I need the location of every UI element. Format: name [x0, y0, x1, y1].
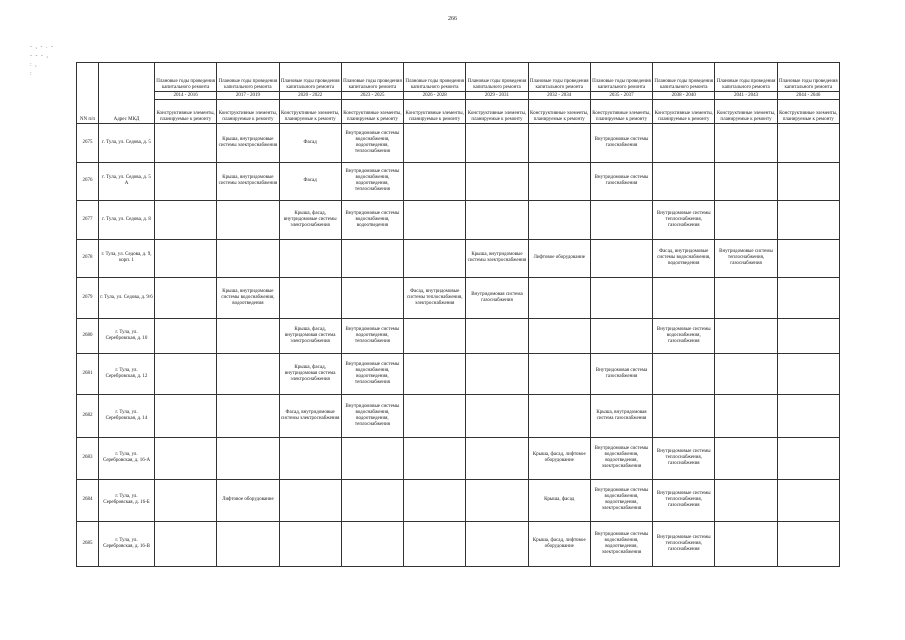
year-range: 2020 - 2022: [279, 92, 341, 100]
repair-elements-cell: [279, 521, 341, 566]
column-header-period: Плановые годы проведения капитального ремонта: [653, 63, 715, 92]
repair-elements-cell: Внутридомовые системы водоснабжения, водоотведения, электроснабжения: [590, 521, 652, 566]
row-number: 2675: [77, 124, 99, 163]
column-header-elements: Конструктивные элементы, планируемые к ремонту: [341, 100, 403, 124]
year-range: 2023 - 2025: [341, 92, 403, 100]
repair-elements-cell: Внутридомовая система газоснабжения: [466, 278, 528, 319]
repair-elements-cell: [279, 438, 341, 480]
repair-elements-cell: [404, 319, 466, 354]
repair-elements-cell: [466, 124, 528, 163]
repair-elements-cell: Внутридомовые системы газоснабжения: [590, 162, 652, 201]
column-header-elements: Конструктивные элементы, планируемые к ремонту: [279, 100, 341, 124]
row-number: 2681: [77, 354, 99, 395]
repair-elements-cell: Внутридомовые системы газоснабжения: [590, 124, 652, 163]
repair-elements-cell: [466, 479, 528, 521]
column-header-period: Плановые годы проведения капитального ремонта: [341, 63, 403, 92]
repair-elements-cell: [528, 162, 590, 201]
table-row: [77, 521, 840, 566]
building-address: г. Тула, ул. Седова, д. 5: [99, 124, 155, 163]
year-range: 2026 - 2028: [404, 92, 466, 100]
repair-elements-cell: [155, 201, 217, 240]
repair-elements-cell: [404, 124, 466, 163]
repair-elements-cell: Внутридомовые системы водоснабжения, водоотведения, теплоснабжения: [341, 354, 403, 395]
repair-elements-cell: Фасад: [279, 124, 341, 163]
repair-elements-cell: [528, 201, 590, 240]
repair-elements-cell: Лифтовое оборудование: [528, 239, 590, 278]
column-header-elements: Конструктивные элементы, планируемые к ремонту: [590, 100, 652, 124]
column-header-period: Плановые годы проведения капитального ремонта: [155, 63, 217, 92]
repair-elements-cell: [715, 201, 777, 240]
repair-elements-cell: [155, 354, 217, 395]
repair-elements-cell: [528, 278, 590, 319]
repair-elements-cell: [466, 354, 528, 395]
repair-elements-cell: [217, 395, 279, 438]
repair-elements-cell: [466, 201, 528, 240]
column-header-period: Плановые годы проведения капитального ремонта: [466, 63, 528, 92]
building-address: г. Тула, ул. Серебровская, д. 14: [99, 395, 155, 438]
repair-elements-cell: [404, 201, 466, 240]
repair-elements-cell: [404, 239, 466, 278]
row-number: 2684: [77, 479, 99, 521]
building-address: г. Тула, ул. Седова, д. 9/6: [99, 278, 155, 319]
table-row: [77, 395, 840, 438]
repair-elements-cell: [777, 354, 839, 395]
repair-elements-cell: [528, 319, 590, 354]
repair-elements-cell: [155, 124, 217, 163]
repair-elements-cell: Крыша, внутридомовая система газоснабжения: [590, 395, 652, 438]
year-range: 2035 - 2037: [590, 92, 652, 100]
column-header-elements: Конструктивные элементы, планируемые к ремонту: [217, 100, 279, 124]
building-address: г. Тула, ул. Серебровская, д. 10: [99, 319, 155, 354]
repair-elements-cell: Внутридомовые системы водоотведения, теплоснабжения: [341, 319, 403, 354]
column-header-elements: Конструктивные элементы, планируемые к ремонту: [777, 100, 839, 124]
column-header-elements: Конструктивные элементы, планируемые к ремонту: [404, 100, 466, 124]
margin-mark: : ,: [30, 62, 38, 68]
repair-elements-cell: [466, 162, 528, 201]
repair-elements-cell: [404, 438, 466, 480]
row-number: 2685: [77, 521, 99, 566]
page-number: 266: [448, 16, 457, 22]
repair-elements-cell: [715, 438, 777, 480]
table-row: [77, 162, 840, 201]
repair-elements-cell: Крыша, внутридомовые системы электроснабжения: [466, 239, 528, 278]
column-header-elements: Конструктивные элементы, планируемые к ремонту: [653, 100, 715, 124]
repair-elements-cell: Внутридомовые системы теплоснабжения, газоснабжения: [653, 438, 715, 480]
repair-elements-cell: Фасад, внутридомовые системы водоснабжения, водоотведения: [653, 239, 715, 278]
column-header-address: Адрес МКД: [99, 63, 155, 124]
building-address: г. Тула, ул. Седова, д. 8: [99, 201, 155, 240]
row-number: 2679: [77, 278, 99, 319]
repair-elements-cell: [777, 319, 839, 354]
repair-elements-cell: [279, 278, 341, 319]
row-number: 2683: [77, 438, 99, 480]
table-body: [77, 124, 840, 567]
repair-elements-cell: Внутридомовые системы теплоснабжения, газоснабжения: [653, 201, 715, 240]
repair-elements-cell: [279, 239, 341, 278]
repair-elements-cell: [217, 201, 279, 240]
repair-elements-cell: [217, 239, 279, 278]
repair-elements-cell: [777, 438, 839, 480]
repair-elements-cell: [528, 395, 590, 438]
repair-elements-cell: [404, 521, 466, 566]
repair-elements-cell: Внутридомовые системы теплоснабжения, газоснабжения: [653, 521, 715, 566]
repair-elements-cell: [715, 319, 777, 354]
repair-elements-cell: [341, 521, 403, 566]
repair-elements-cell: Фасад: [279, 162, 341, 201]
repair-elements-cell: [155, 278, 217, 319]
repair-elements-cell: [217, 319, 279, 354]
building-address: г. Тула, ул. Серебровская, д. 12: [99, 354, 155, 395]
repair-elements-cell: [466, 521, 528, 566]
repair-elements-cell: [528, 124, 590, 163]
repair-elements-cell: Крыша, фасад, лифтовое оборудование: [528, 438, 590, 480]
repair-elements-cell: [715, 354, 777, 395]
repair-elements-cell: Внутридомовые системы теплоснабжения, газоснабжения: [715, 239, 777, 278]
repair-elements-cell: Крыша, фасад, внутридомовые системы электроснабжения: [279, 201, 341, 240]
repair-elements-cell: [653, 354, 715, 395]
repair-elements-cell: [155, 239, 217, 278]
repair-elements-cell: [590, 239, 652, 278]
repair-elements-cell: [715, 162, 777, 201]
margin-mark: - , - . -: [30, 44, 54, 50]
column-header-period: Плановые годы проведения капитального ремонта: [590, 63, 652, 92]
column-header-period: Плановые годы проведения капитального ремонта: [279, 63, 341, 92]
building-address: г. Тула, ул. Серебровская, д. 16-А: [99, 438, 155, 480]
column-header-elements: Конструктивные элементы, планируемые к ремонту: [528, 100, 590, 124]
year-range: 2038 - 2040: [653, 92, 715, 100]
repair-elements-cell: [466, 395, 528, 438]
repair-elements-cell: [590, 201, 652, 240]
repair-elements-cell: [715, 124, 777, 163]
repair-elements-cell: [715, 521, 777, 566]
repair-elements-cell: Крыша, внутридомовые системы водоснабжения, водоотведения: [217, 278, 279, 319]
repair-elements-cell: [404, 162, 466, 201]
repair-elements-cell: [341, 278, 403, 319]
repair-elements-cell: Внутридомовые системы водоснабжения, водоотведения: [341, 201, 403, 240]
repair-elements-cell: Крыша, фасад, внутридомовая система электроснабжения: [279, 354, 341, 395]
repair-elements-cell: Внутридомовые системы водоснабжения, водоотведения, электроснабжения: [590, 479, 652, 521]
repair-elements-cell: [155, 438, 217, 480]
repair-elements-cell: [777, 521, 839, 566]
repair-elements-cell: [590, 278, 652, 319]
column-header-period: Плановые годы проведения капитального ремонта: [528, 63, 590, 92]
repair-elements-cell: [466, 438, 528, 480]
repair-elements-cell: Внутридомовые системы водоснабжения, водоотведения, теплоснабжения: [341, 124, 403, 163]
repair-elements-cell: [590, 319, 652, 354]
repair-elements-cell: [653, 278, 715, 319]
year-range: 2032 - 2034: [528, 92, 590, 100]
repair-elements-cell: [155, 521, 217, 566]
repair-elements-cell: Лифтовое оборудование: [217, 479, 279, 521]
table-row: [77, 319, 840, 354]
building-address: г. Тула, ул. Седова, д. 5 А: [99, 162, 155, 201]
repair-elements-cell: [404, 479, 466, 521]
column-header-elements: Конструктивные элементы, планируемые к ремонту: [155, 100, 217, 124]
repair-elements-cell: [777, 479, 839, 521]
margin-mark: :: [30, 71, 33, 77]
row-number: 2676: [77, 162, 99, 201]
repair-elements-cell: [777, 124, 839, 163]
year-range: 2044 - 2046: [777, 92, 839, 100]
repair-elements-cell: [404, 354, 466, 395]
repair-elements-cell: [466, 319, 528, 354]
repair-elements-cell: [341, 239, 403, 278]
repair-elements-cell: [777, 201, 839, 240]
repair-elements-cell: [155, 479, 217, 521]
repair-elements-cell: Крыша, фасад, внутридомовая система электроснабжения: [279, 319, 341, 354]
repair-elements-cell: [155, 162, 217, 201]
row-number: 2678: [77, 239, 99, 278]
repair-elements-cell: Внутридомовые системы водоснабжения, водоотведения, теплоснабжения: [341, 162, 403, 201]
table-row: [77, 239, 840, 278]
year-range: 2017 - 2019: [217, 92, 279, 100]
repair-elements-cell: [341, 479, 403, 521]
table-row: [77, 278, 840, 319]
repair-elements-cell: Крыша, фасад, лифтовое оборудование: [528, 521, 590, 566]
margin-mark: - - - ,: [30, 53, 49, 59]
repair-elements-cell: Фасад, внутридомовые системы электроснабжения: [279, 395, 341, 438]
column-header-num: NN п/п: [77, 63, 99, 124]
repair-elements-cell: Внутридомовые системы водоснабжения, водоотведения, теплоснабжения: [341, 395, 403, 438]
row-number: 2680: [77, 319, 99, 354]
repair-elements-cell: [777, 278, 839, 319]
repair-elements-cell: [777, 162, 839, 201]
repair-elements-cell: [653, 395, 715, 438]
repair-elements-cell: [341, 438, 403, 480]
repair-elements-cell: [777, 395, 839, 438]
column-header-period: Плановые годы проведения капитального ремонта: [217, 63, 279, 92]
table-row: [77, 124, 840, 163]
table-row: [77, 201, 840, 240]
repair-schedule-table: [76, 62, 840, 567]
repair-elements-cell: Внутридомовые системы теплоснабжения, газоснабжения: [653, 479, 715, 521]
repair-elements-cell: [155, 395, 217, 438]
repair-elements-cell: [715, 479, 777, 521]
table-row: [77, 354, 840, 395]
repair-elements-cell: [217, 521, 279, 566]
repair-elements-cell: Внутридомовые системы водоснабжения, водоотведения, электроснабжения: [590, 438, 652, 480]
repair-elements-cell: [155, 319, 217, 354]
repair-elements-cell: [217, 438, 279, 480]
repair-elements-cell: [404, 395, 466, 438]
repair-elements-cell: Внутридомовая система газоснабжения: [590, 354, 652, 395]
column-header-elements: Конструктивные элементы, планируемые к ремонту: [466, 100, 528, 124]
row-number: 2677: [77, 201, 99, 240]
row-number: 2682: [77, 395, 99, 438]
year-range: 2014 - 2016: [155, 92, 217, 100]
repair-elements-cell: Крыша, внутридомовые системы электроснабжения: [217, 162, 279, 201]
repair-elements-cell: Крыша, фасад: [528, 479, 590, 521]
column-header-period: Плановые годы проведения капитального ремонта: [777, 63, 839, 92]
year-range: 2041 - 2043: [715, 92, 777, 100]
repair-elements-cell: [715, 395, 777, 438]
repair-elements-cell: [653, 162, 715, 201]
table-row: [77, 479, 840, 521]
repair-elements-cell: [217, 354, 279, 395]
column-header-elements: Конструктивные элементы, планируемые к ремонту: [715, 100, 777, 124]
repair-elements-cell: [777, 239, 839, 278]
repair-elements-cell: [279, 479, 341, 521]
repair-elements-cell: [715, 278, 777, 319]
building-address: г. Тула, ул. Серебровская, д. 16-Б: [99, 479, 155, 521]
column-header-period: Плановые годы проведения капитального ремонта: [404, 63, 466, 92]
building-address: г. Тула, ул. Серебровская, д. 16-В: [99, 521, 155, 566]
repair-elements-cell: [528, 354, 590, 395]
year-range: 2029 - 2031: [466, 92, 528, 100]
repair-elements-cell: Фасад, внутридомовые системы теплоснабжения, электроснабжения: [404, 278, 466, 319]
building-address: г. Тула, ул. Седова, д. 9, корп. 1: [99, 239, 155, 278]
repair-elements-cell: [653, 124, 715, 163]
repair-elements-cell: Внутридомовые системы водоснабжения, газоснабжения: [653, 319, 715, 354]
repair-elements-cell: Крыша, внутридомовые системы электроснабжения: [217, 124, 279, 163]
table-row: [77, 438, 840, 480]
column-header-period: Плановые годы проведения капитального ремонта: [715, 63, 777, 92]
